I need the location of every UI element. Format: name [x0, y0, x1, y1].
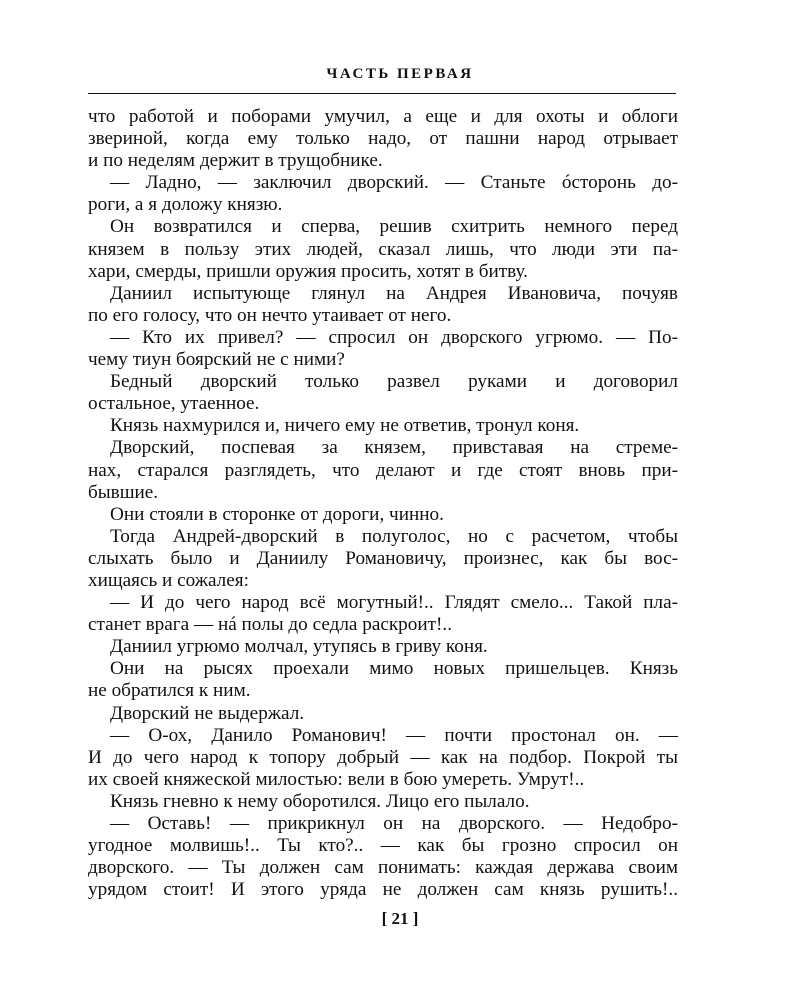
header-rule: [88, 93, 676, 94]
text-line: урядом стоит! И этого уряда не должен сам князь рушить!..: [88, 879, 678, 901]
text-line: Они стояли в сторонке от дороги, чинно.: [110, 503, 444, 525]
text-line: — Ладно, — заключил дворский. — Станьте óсторонь до-: [110, 172, 678, 194]
text-line: Князь нахмурился и, ничего ему не ответив, тронул коня.: [110, 415, 580, 437]
text-line: их своей княжеской милостью: вели в бою умереть. Умрут!..: [88, 768, 585, 790]
text-line: Тогда Андрей-дворский в полуголос, но с расчетом, чтобы: [110, 525, 678, 547]
text-line: не обратился к ним.: [88, 680, 251, 702]
text-line: чему тиун боярский не с ними?: [88, 349, 345, 371]
text-line: звериной, когда ему только надо, от пашни народ отрывает: [88, 128, 678, 150]
text-line: И до чего народ к топору добрый — как на подбор. Покрой ты: [88, 746, 678, 768]
running-title: ЧАСТЬ ПЕРВАЯ: [326, 66, 474, 82]
text-line: Он возвратился и сперва, решив схитрить немного перед: [110, 216, 678, 238]
page-number: [ 21 ]: [381, 909, 419, 928]
text-line: хищаясь и сожалея:: [88, 569, 249, 591]
text-line: Бедный дворский только развел руками и договорил: [110, 371, 678, 393]
text-line: бывшие.: [88, 481, 159, 503]
text-line: по его голосу, что он нечто утаивает от него.: [88, 304, 452, 326]
text-line: — Оставь! — прикрикнул он на дворского. — Недобро-: [110, 813, 678, 834]
text-line: хари, смерды, пришли оружия просить, хотят в битву.: [88, 260, 528, 282]
text-line: роги, а я доложу князю.: [88, 194, 283, 216]
text-line: — И до чего народ всё могутный!.. Глядят смело... Такой пла-: [110, 592, 678, 614]
text-line: Даниил испытующе глянул на Андрея Ивановича, почуяв: [110, 282, 678, 304]
text-line: Они на рысях проехали мимо новых пришельцев. Князь: [110, 658, 678, 680]
text-line: и по неделям держит в трущобнике.: [88, 150, 383, 172]
text-line: Дворский не выдержал.: [110, 702, 305, 724]
text-line: — Кто их привел? — спросил он дворского угрюмо. — По-: [110, 326, 678, 348]
text-line: нах, старался разглядеть, что делают и где стоят вновь при-: [88, 459, 678, 481]
text-line: что работой и поборами умучил, а еще и для охоты и облоги: [88, 106, 678, 127]
text-line: станет врага — нá полы до седла раскроит!..: [88, 614, 453, 636]
text-line: слыхать было и Даниилу Романовичу, произнес, как бы вос-: [88, 547, 678, 569]
text-line: угодное молвишь!.. Ты кто?.. — как бы грозно спросил он: [88, 835, 678, 857]
text-line: — О-ох, Данило Романович! — почти простонал он. —: [110, 724, 678, 746]
text-line: дворского. — Ты должен сам понимать: каждая держава своим: [88, 857, 678, 879]
text-line: Даниил угрюмо молчал, утупясь в гриву коня.: [110, 636, 488, 658]
text-line: Дворский, поспевая за князем, привставая на стреме-: [110, 437, 678, 459]
text-line: остальное, утаенное.: [88, 393, 260, 415]
body-text: [88, 106, 678, 901]
text-line: князем в пользу этих людей, сказал лишь, что люди эти па-: [88, 238, 678, 260]
text-line: Князь гневно к нему оборотился. Лицо его пылало.: [110, 790, 530, 812]
